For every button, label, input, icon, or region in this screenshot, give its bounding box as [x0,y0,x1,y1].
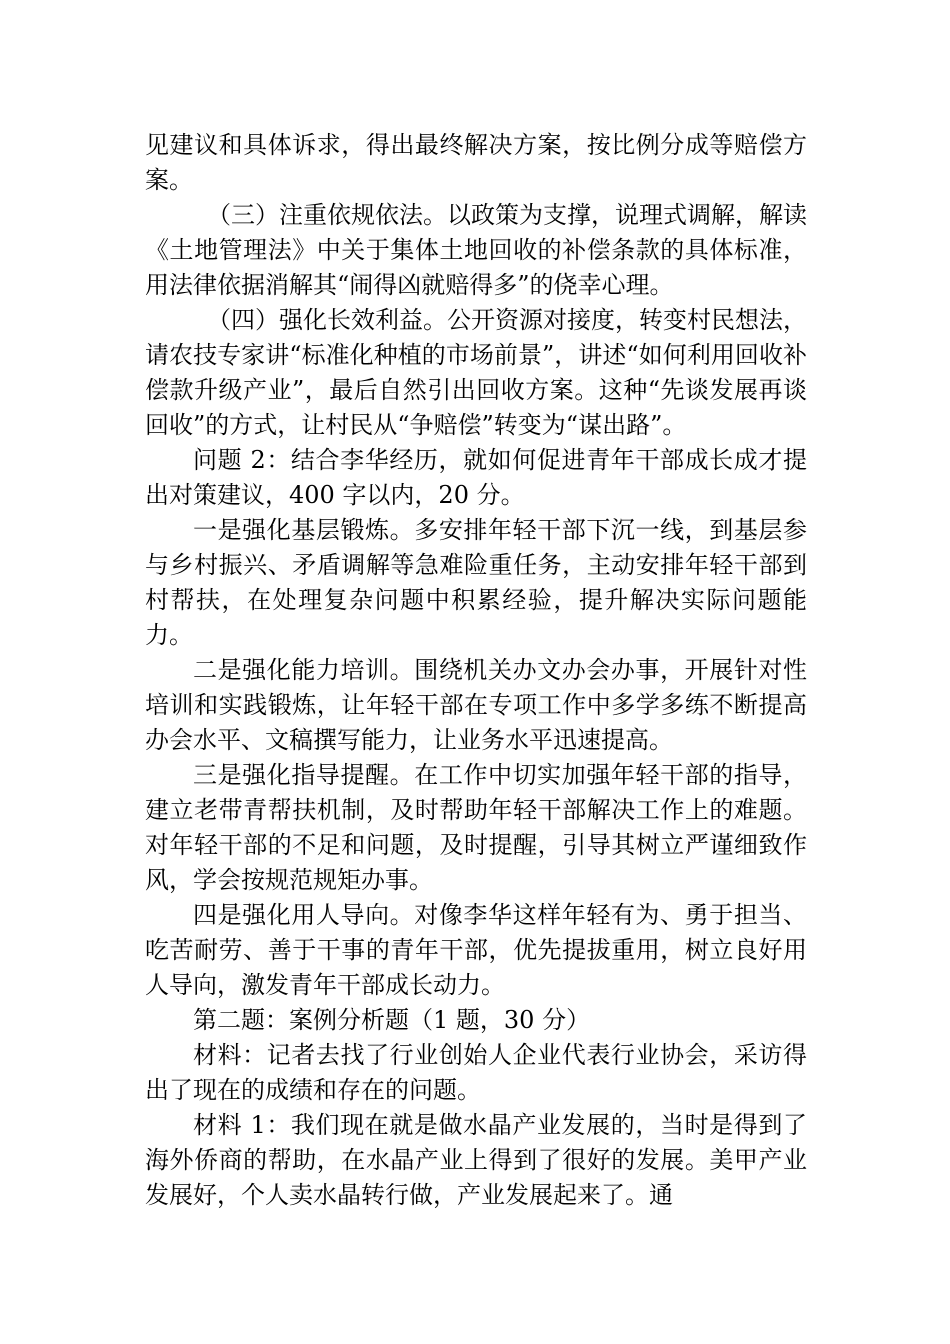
paragraph-employment-orientation: 四是强化用人导向。对像李华这样年轻有为、勇于担当、吃苦耐劳、善于干事的青年干部，优先提拔重用，树立良好用人导向，激发青年干部成长动力。 [145,901,807,999]
paragraph-point-four: （四）强化长效利益。公开资源对接度，转变村民想法，请农技专家讲“标准化种植的市场前景”，讲述“如何利用回收补偿款升级产业”，最后自然引出回收方案。这种“先谈发展再谈回收”的方式，让村民从“争赔偿”转变为“谋出路”。 [145,306,807,439]
paragraph-material-intro: 材料：记者去找了行业创始人企业代表行业协会，采访得出了现在的成绩和存在的问题。 [145,1041,807,1104]
paragraph-grassroots-training: 一是强化基层锻炼。多安排年轻干部下沉一线，到基层参与乡村振兴、矛盾调解等急难险重任务，主动安排年轻干部到村帮扶，在处理复杂问题中积累经验，提升解决实际问题能力。 [145,516,807,649]
paragraph-section-two-heading: 第二题：案例分析题（1 题，30 分） [193,1006,591,1034]
paragraph-question-two: 问题 2：结合李华经历，就如何促进青年干部成长成才提出对策建议，400 字以内，20 分。 [145,446,807,509]
paragraph-guidance-reminder: 三是强化指导提醒。在工作中切实加强年轻干部的指导，建立老带青帮扶机制，及时帮助年轻干部解决工作上的难题。对年轻干部的不足和问题，及时提醒，引导其树立严谨细致作风，学会按规范规矩办事。 [145,761,807,894]
document-page [145,128,807,1213]
paragraph-point-three: （三）注重依规依法。以政策为支撑，说理式调解，解读《土地管理法》中关于集体土地回收的补偿条款的具体标准，用法律依据消解其“闹得凶就赔得多”的侥幸心理。 [145,201,807,299]
paragraph-material-one: 材料 1：我们现在就是做水晶产业发展的，当时是得到了海外侨商的帮助，在水晶产业上得到了很好的发展。美甲产业发展好，个人卖水晶转行做，产业发展起来了。通 [145,1111,807,1209]
paragraph-compensation-plan: 见建议和具体诉求，得出最终解决方案，按比例分成等赔偿方案。 [145,131,807,194]
paragraph-capability-training: 二是强化能力培训。围绕机关办文办会办事，开展针对性培训和实践锻炼，让年轻干部在专项工作中多学多练不断提高办会水平、文稿撰写能力，让业务水平迅速提高。 [145,656,807,754]
